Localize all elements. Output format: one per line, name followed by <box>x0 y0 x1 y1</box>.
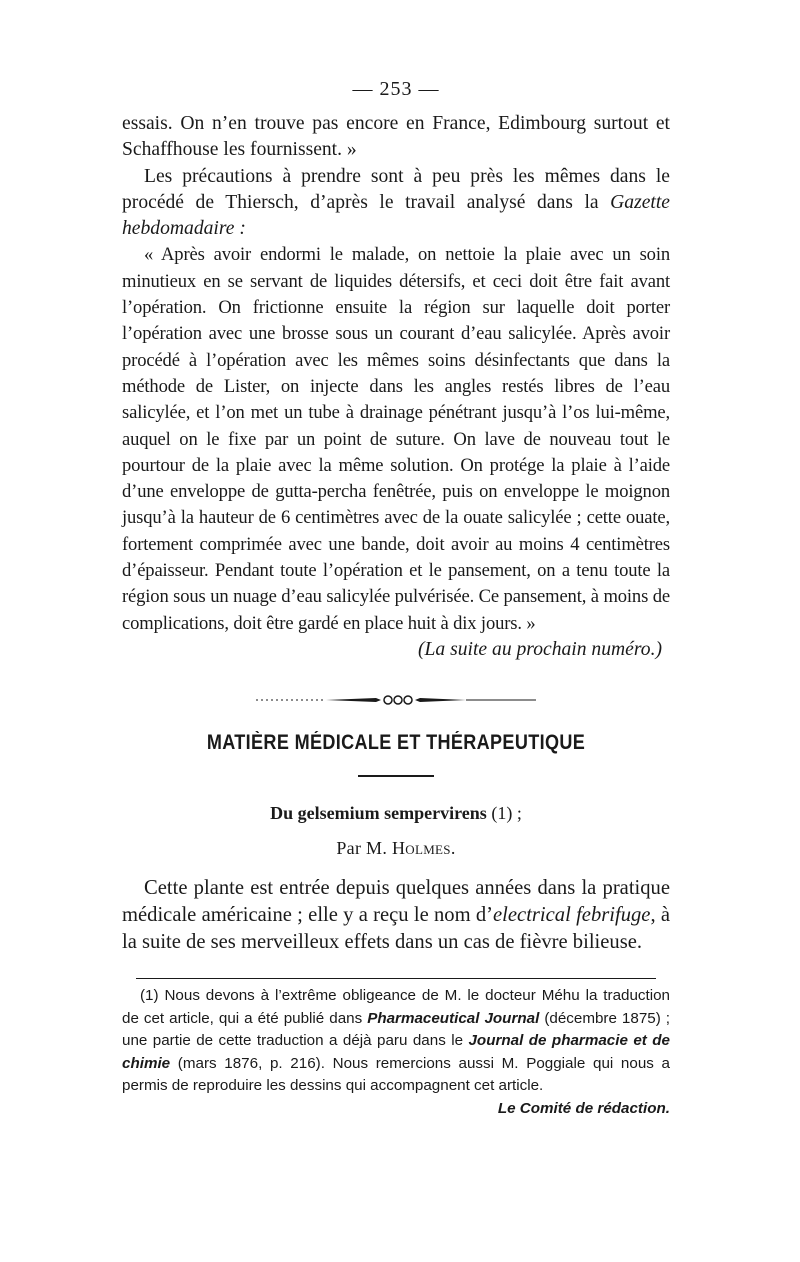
byline-prefix: Par M. <box>336 838 392 859</box>
article-body <box>122 875 670 956</box>
article-title-text: Du gelsemium sempervirens <box>270 803 487 824</box>
ornament-divider <box>246 689 546 711</box>
article-title-note: (1) ; <box>486 803 522 824</box>
footnote-part2: (décembre 1875) ; une partie de cette traduction a déjà paru dans le <box>122 1009 670 1050</box>
continued-note: (La suite au prochain numéro.) <box>418 638 662 660</box>
footnote-rule <box>136 978 656 979</box>
byline <box>122 838 670 859</box>
paragraph-continuation: essais. On n’en trouve pas encore en France, Edimbourg surtout et Schaffhouse les fournissent. » <box>122 113 670 161</box>
footnote-journal1: Pharmaceutical Journal <box>367 1009 540 1027</box>
article-title <box>122 803 670 824</box>
article-paragraph <box>122 875 670 956</box>
footnote-part1: (1) Nous devons à l’extrême obligeance de M. le docteur Méhu la traduction de cet article, qui a été publié dans <box>122 987 670 1027</box>
article-paragraph-start: Cette plante est entrée depuis quelques années dans la pratique médicale américaine ; elle y a reçu le nom d’ <box>122 877 670 927</box>
article-paragraph-italic: electrical febrifuge <box>493 904 651 927</box>
page <box>122 78 670 1120</box>
page-number: — 253 — <box>352 78 440 100</box>
footnote-signature: Le Comité de rédaction. <box>497 1099 670 1117</box>
article-paragraph-end: , à la suite de ses merveilleux effets dans un cas de fièvre bilieuse. <box>122 904 670 954</box>
title-rule <box>358 775 434 777</box>
footnote <box>122 985 670 1117</box>
section-title: MATIÈRE MÉDICALE ET THÉRAPEUTIQUE <box>206 731 586 755</box>
byline-author: Holmes. <box>391 838 456 859</box>
paragraph-thiersch <box>122 164 670 243</box>
paragraph-quote: « Après avoir endormi le malade, on nettoie la plaie avec un soin minutieux en se servant de liquides détersifs, et ceci doit être fait avant l’opération. On frictionne ensuite la région sur laquelle doit porter l’opération avec une brosse sous un courant d’eau salicylée. Après avoir procédé à l’opération avec les mêmes soins désinfectants que dans la méthode de Lister, on injecte dans les angles restés libres de l’eau salicylée, et l’on met un tube à drainage pénétrant jusqu’à l’os lui-même, auquel on le fixe par un point de suture. On lave de nouveau tout le pourtour de la plaie avec la même solution. On protége la plaie à l’aide d’une enveloppe de gutta-percha fenêtrée, puis on enveloppe le moignon jusqu’à la hauteur de 6 centimètres avec de la ouate salicylée ; cette ouate, fortement comprimée avec une bande, doit avoir au moins 4 centimètres d’épaisseur. Pendant toute l’opération et le pansement, on a tenu toute la région sous un nuage d’eau salicylée pulvérisée. Ce pansement, à moins de complications, doit être gardé en place huit à dix jours. » <box>122 244 670 634</box>
gazette-title: Gazette hebdomadaire : <box>122 191 670 240</box>
footnote-journal2: Journal de pharmacie et de chimie <box>122 1032 670 1072</box>
footnote-part3: (mars 1876, p. 216). Nous remercions aussi M. Poggiale qui nous a permis de reproduire les dessins qui accompagnent cet article. <box>122 1054 670 1095</box>
paragraph-thiersch-text: Les précautions à prendre sont à peu près les mêmes dans le procédé de Thiersch, d’après le travail analysé dans la <box>122 165 670 213</box>
